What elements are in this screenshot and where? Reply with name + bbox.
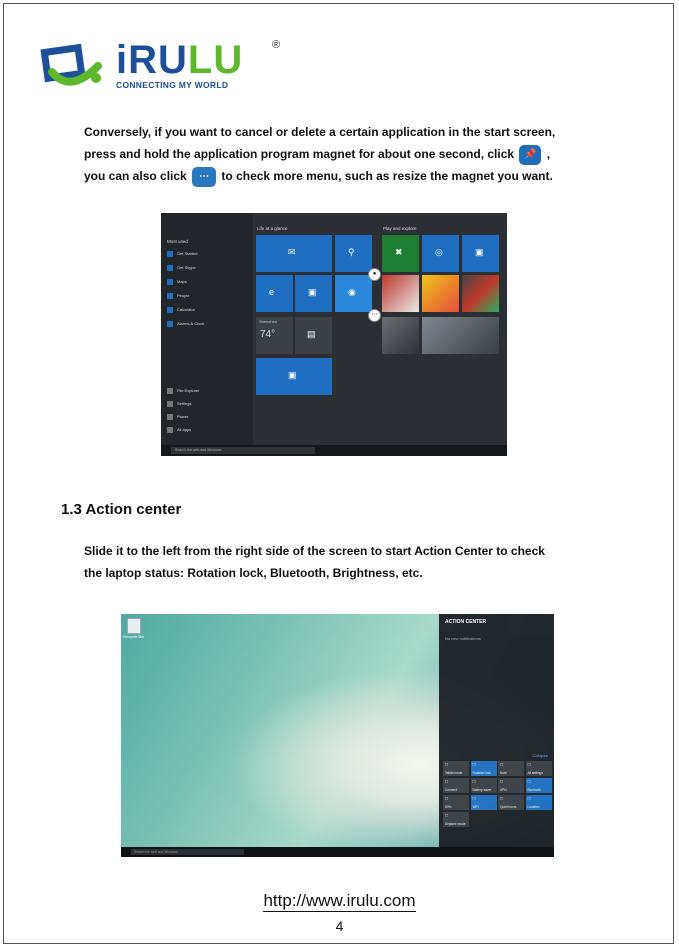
action-center-panel	[439, 614, 554, 847]
quick-action-icon: □	[445, 813, 449, 819]
quick-action-icon: □	[445, 762, 449, 768]
recycle-bin-icon[interactable]	[127, 618, 141, 634]
more-handle[interactable]: ⋯	[368, 309, 381, 322]
section-paragraph	[84, 540, 644, 584]
quick-action-label: All settings	[527, 771, 543, 775]
photos-icon: ▣	[308, 287, 317, 297]
quick-action-12[interactable]	[443, 812, 469, 827]
irulu-logo-mark-icon	[40, 42, 108, 88]
group-life-heading: Life at a glance	[257, 226, 288, 231]
weather-tile[interactable]: Shenzhen 74°	[256, 317, 293, 354]
most-used-heading: Most used	[167, 239, 188, 244]
section-line-1: Slide it to the left from the right side of the screen to start Action Center to check	[84, 544, 545, 558]
unpin-handle[interactable]: ●	[368, 268, 381, 281]
quick-action-label: Airplane mode	[445, 822, 466, 826]
quick-action-icon: □	[472, 762, 476, 768]
action-center-screenshot	[121, 614, 554, 857]
start-menu-screenshot	[161, 213, 507, 456]
page-number: 4	[335, 918, 344, 934]
news-photo-tile[interactable]	[382, 317, 419, 354]
start-taskbar	[161, 445, 507, 456]
quick-action-icon: □	[500, 796, 504, 802]
quick-action-icon: □	[472, 779, 476, 785]
movies-tv-tile[interactable]	[462, 235, 499, 272]
camera-icon: ◉	[348, 287, 356, 297]
section-line-2: the laptop status: Rotation lock, Bluetooth, Brightness, etc.	[84, 566, 423, 580]
xbox-icon: ✖	[395, 247, 403, 257]
intro-paragraph	[84, 121, 644, 187]
news-tile[interactable]	[295, 317, 332, 354]
more-dots-icon: ⋯	[192, 167, 216, 187]
quick-action-label: 50%	[445, 805, 452, 809]
quick-action-5[interactable]	[471, 778, 497, 793]
group-play-heading: Play and explore	[383, 226, 417, 231]
solitaire-tile[interactable]	[382, 275, 419, 312]
photo-live-tile[interactable]	[422, 317, 499, 354]
collapse-link[interactable]: Collapse	[532, 753, 548, 758]
edge-icon: e	[269, 287, 275, 297]
quick-action-label: Connect	[445, 788, 457, 792]
news-icon: ▤	[307, 329, 316, 339]
all-apps-item[interactable]: All apps	[167, 427, 191, 434]
quick-action-6[interactable]	[498, 778, 524, 793]
quick-action-icon: □	[527, 762, 531, 768]
settings-item[interactable]: Settings	[167, 401, 191, 408]
quick-action-9[interactable]	[471, 795, 497, 810]
quick-action-4[interactable]	[443, 778, 469, 793]
camera-tile[interactable]	[335, 275, 372, 312]
action-center-title: ACTION CENTER	[445, 619, 487, 625]
game-tile[interactable]	[422, 275, 459, 312]
quick-action-label: Quiet hours	[500, 805, 517, 809]
quick-action-icon: □	[527, 779, 531, 785]
quick-action-label: Battery saver	[472, 788, 492, 792]
quick-action-3[interactable]	[526, 761, 552, 776]
quick-action-11[interactable]	[526, 795, 552, 810]
start-menu-left-pane	[161, 213, 253, 445]
start-item-2[interactable]: Maps	[167, 279, 187, 286]
footer-url[interactable]: http://www.irulu.com	[263, 891, 416, 910]
mail-icon: ✉	[288, 247, 296, 257]
quick-action-10[interactable]	[498, 795, 524, 810]
brand-name: iRULU	[116, 38, 244, 82]
photos-tile[interactable]	[295, 275, 332, 312]
quick-action-label: Tablet mode	[445, 771, 463, 775]
mail-tile[interactable]	[256, 235, 332, 272]
no-notifications-text: No new notifications	[445, 636, 481, 641]
tagline: CONNECTING MY WORLD	[116, 80, 229, 90]
quick-action-icon: □	[472, 796, 476, 802]
quick-action-7[interactable]	[526, 778, 552, 793]
quick-action-icon: □	[500, 779, 504, 785]
start-item-4[interactable]: Calculator	[167, 307, 195, 314]
edge-tile[interactable]	[256, 275, 293, 312]
quick-action-label: Rotation lock	[472, 771, 491, 775]
intro-line-1: Conversely, if you want to cancel or delete a certain application in the start screen,	[84, 125, 556, 139]
start-item-3[interactable]: People	[167, 293, 189, 300]
quick-action-label: Note	[500, 771, 507, 775]
intro-line-3: you can also click ⋯ to check more menu, such as resize the magnet you want.	[84, 165, 644, 187]
quick-action-0[interactable]	[443, 761, 469, 776]
quick-action-label: WiFi	[472, 805, 479, 809]
desktop-taskbar	[121, 847, 554, 857]
recycle-bin-label: Recycle Bin	[123, 634, 145, 639]
quick-action-2[interactable]	[498, 761, 524, 776]
groove-music-tile[interactable]	[422, 235, 459, 272]
store-tile[interactable]	[256, 358, 332, 395]
quick-action-icon: □	[527, 796, 531, 802]
desktop-search[interactable]: Search the web and Windows	[131, 849, 244, 855]
unpin-icon: 📌	[519, 145, 541, 165]
film-icon: ▣	[475, 247, 484, 257]
store-icon: ▣	[288, 370, 297, 380]
app-tile[interactable]	[462, 275, 499, 312]
quick-action-8[interactable]	[443, 795, 469, 810]
start-item-0[interactable]: Get Started	[167, 251, 197, 258]
irulu-logo	[40, 38, 281, 94]
quick-action-1[interactable]	[471, 761, 497, 776]
start-item-1[interactable]: Get Skype	[167, 265, 196, 272]
quick-action-label: Location	[527, 805, 540, 809]
search-icon: ⚲	[348, 247, 355, 257]
quick-action-label: Bluetooth	[527, 788, 541, 792]
file-explorer-item[interactable]: File Explorer	[167, 388, 199, 395]
music-icon: ◎	[435, 247, 443, 257]
section-title: 1.3 Action center	[61, 501, 182, 518]
taskbar-search[interactable]: Search the web and Windows	[171, 447, 315, 454]
start-item-5[interactable]: Alarms & Clock	[167, 321, 204, 328]
xbox-tile[interactable]	[382, 235, 419, 272]
power-item[interactable]: Power	[167, 414, 188, 421]
quick-action-icon: □	[445, 796, 449, 802]
quick-action-icon: □	[445, 779, 449, 785]
quick-action-icon: □	[500, 762, 504, 768]
search-tile[interactable]	[335, 235, 372, 272]
registered-mark: ®	[272, 39, 281, 51]
intro-line-2: press and hold the application program magnet for about one second, click 📌 ,	[84, 143, 644, 165]
quick-action-label: VPN	[500, 788, 507, 792]
